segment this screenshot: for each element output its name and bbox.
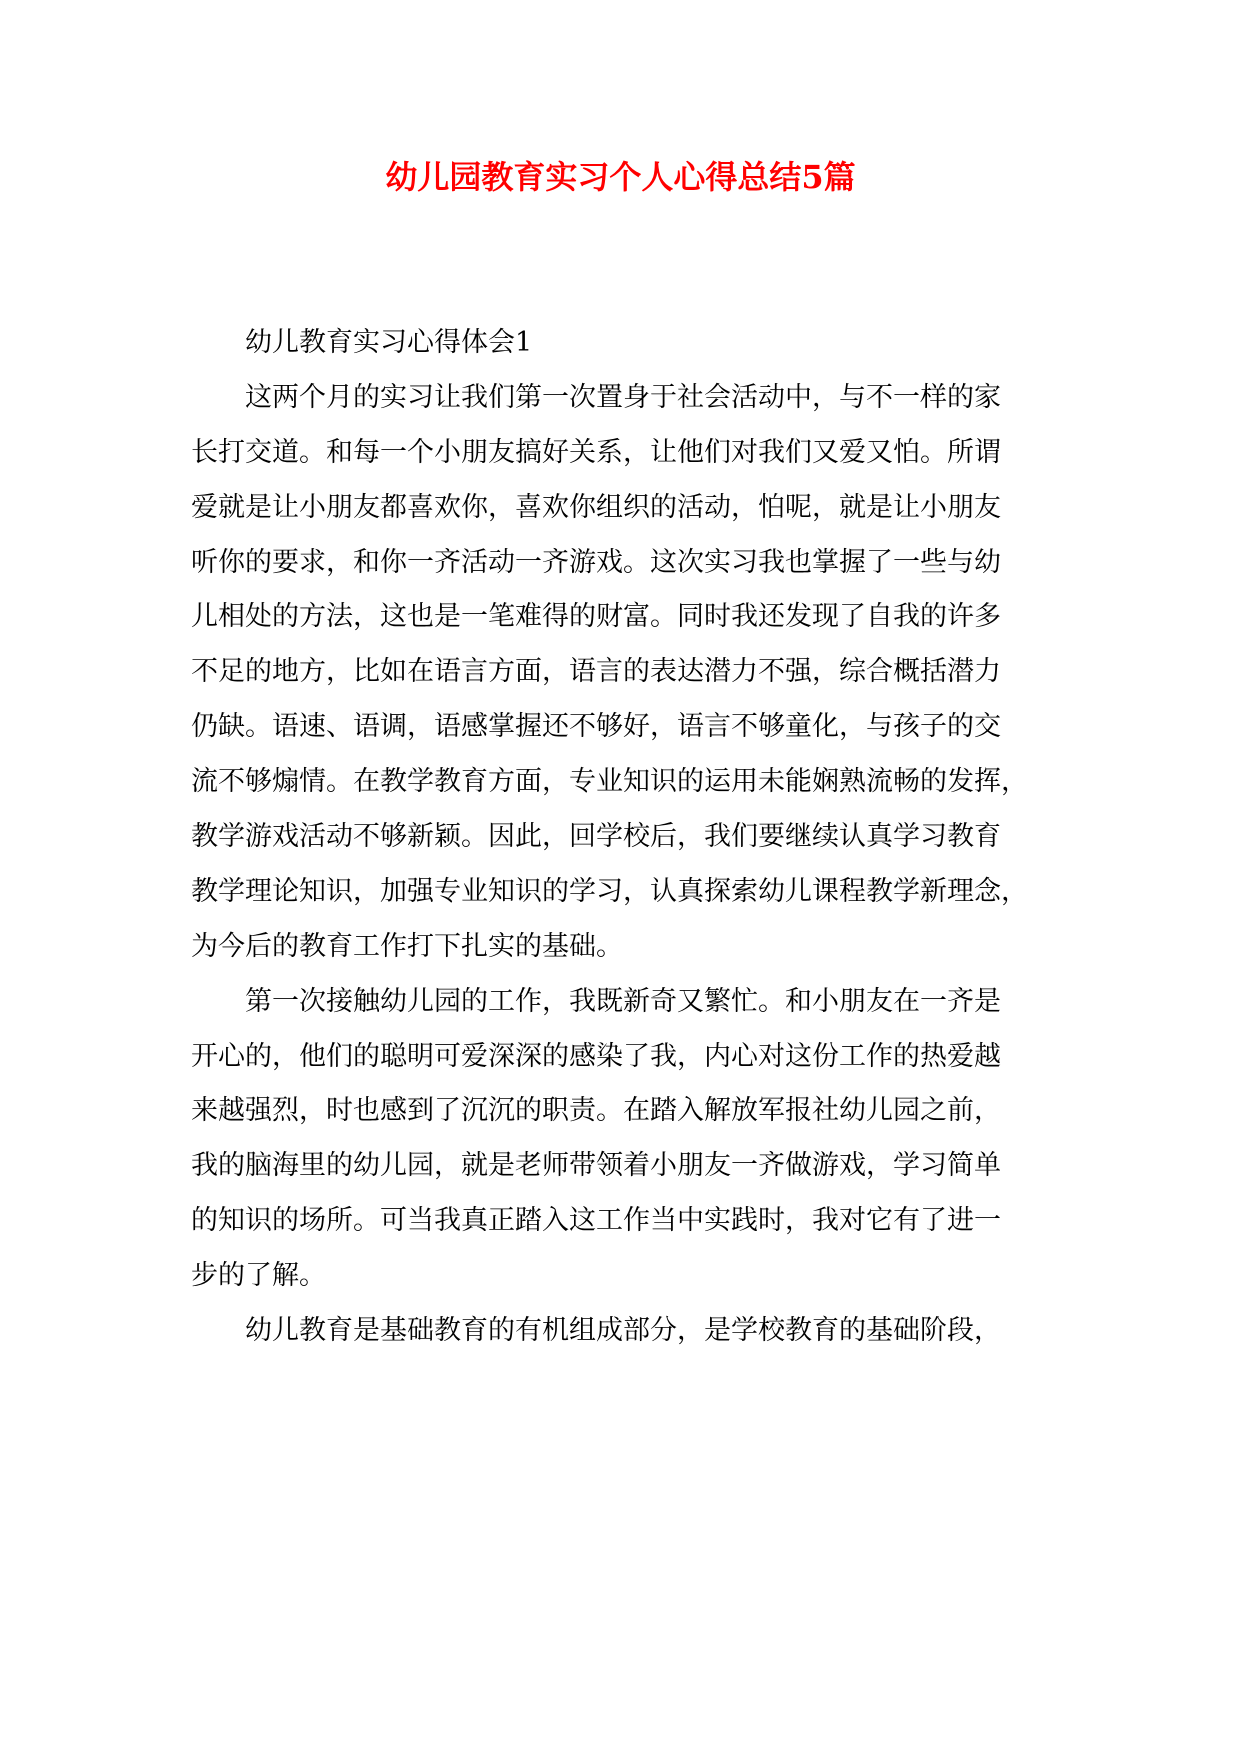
paragraph-1-line-4: 听你的要求，和你一齐活动一齐游戏。这次实习我也掌握了一些与幼	[191, 547, 1001, 578]
paragraph-1-line-3: 爱就是让小朋友都喜欢你，喜欢你组织的活动，怕呢，就是让小朋友	[191, 492, 1001, 523]
paragraph-1-line-10: 教学理论知识，加强专业知识的学习，认真探索幼儿课程教学新理念，	[191, 876, 1028, 907]
paragraph-1-line-11: 为今后的教育工作打下扎实的基础。	[191, 931, 623, 962]
section-heading: 幼儿教育实习心得体会1	[245, 327, 533, 358]
paragraph-2-line-6: 步的了解。	[191, 1260, 326, 1291]
paragraph-1-line-9: 教学游戏活动不够新颖。因此，回学校后，我们要继续认真学习教育	[191, 821, 1001, 852]
paragraph-3-line-1: 幼儿教育是基础教育的有机组成部分，是学校教育的基础阶段，	[245, 1315, 1001, 1346]
paragraph-2-line-2: 开心的，他们的聪明可爱深深的感染了我，内心对这份工作的热爱越	[191, 1041, 1001, 1072]
paragraph-2-line-1: 第一次接触幼儿园的工作，我既新奇又繁忙。和小朋友在一齐是	[245, 986, 1001, 1017]
paragraph-2-line-4: 我的脑海里的幼儿园，就是老师带领着小朋友一齐做游戏，学习简单	[191, 1150, 1001, 1181]
paragraph-1-line-5: 儿相处的方法，这也是一笔难得的财富。同时我还发现了自我的许多	[191, 601, 1001, 632]
paragraph-1-line-6: 不足的地方，比如在语言方面，语言的表达潜力不强，综合概括潜力	[191, 656, 1001, 687]
paragraph-1-line-7: 仍缺。语速、语调，语感掌握还不够好，语言不够童化，与孩子的交	[191, 711, 1001, 742]
paragraph-1-line-8: 流不够煽情。在教学教育方面，专业知识的运用未能娴熟流畅的发挥，	[191, 766, 1028, 797]
paragraph-1-line-1: 这两个月的实习让我们第一次置身于社会活动中，与不一样的家	[245, 382, 1001, 413]
paragraph-2-line-5: 的知识的场所。可当我真正踏入这工作当中实践时，我对它有了进一	[191, 1205, 1001, 1236]
paragraph-1-line-2: 长打交道。和每一个小朋友搞好关系，让他们对我们又爱又怕。所谓	[191, 437, 1001, 468]
document-title: 幼儿园教育实习个人心得总结5篇	[385, 158, 856, 196]
paragraph-2-line-3: 来越强烈，时也感到了沉沉的职责。在踏入解放军报社幼儿园之前，	[191, 1095, 1001, 1126]
